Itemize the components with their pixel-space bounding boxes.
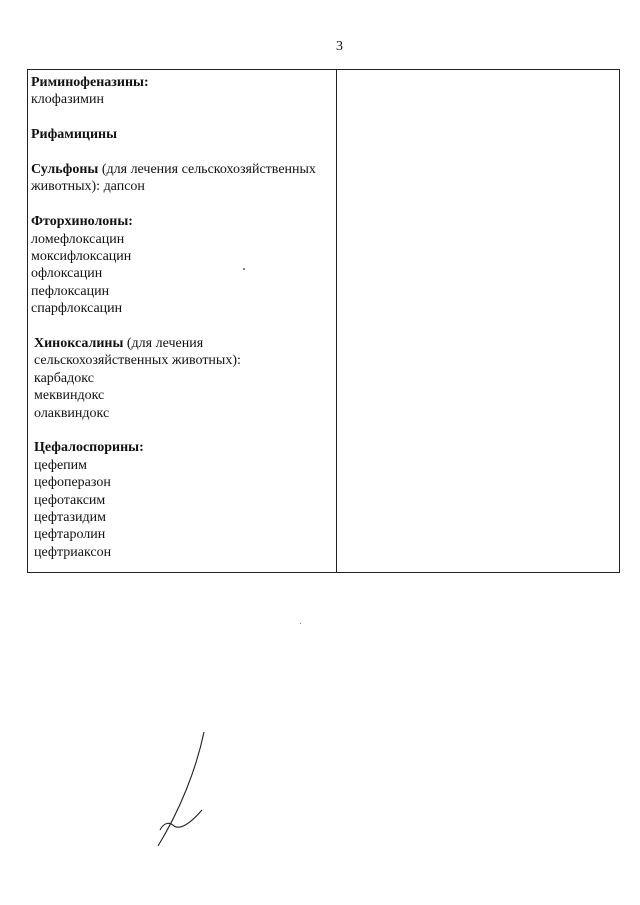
group-title: Цефалоспорины:	[34, 440, 144, 456]
list-item: цефтриаксон	[34, 544, 112, 560]
group-quinoxalines	[31, 335, 336, 422]
group-title: Хиноксалины	[34, 336, 124, 352]
scan-speck	[300, 623, 301, 624]
group-title: Фторхинолоны:	[31, 214, 133, 230]
list-item: офлоксацин	[31, 266, 103, 282]
empty-column	[337, 70, 619, 572]
group-fluoroquinolones	[31, 213, 336, 317]
list-item: цефепим	[34, 457, 88, 473]
list-item: карбадокс	[34, 370, 94, 386]
list-item: спарфлоксацин	[31, 301, 123, 317]
group-rifamycins	[31, 126, 336, 143]
substances-table	[27, 69, 620, 573]
list-item: цефтаролин	[34, 527, 106, 543]
group-title: Риминофеназины:	[31, 75, 149, 90]
group-note: (для лечения сельскохозяйственных животных): дапсон	[31, 162, 316, 195]
list-item: цефоперазон	[34, 475, 111, 491]
group-cephalosporins	[31, 439, 336, 561]
group-riminophenazines	[31, 74, 336, 109]
list-item: клофазимин	[31, 92, 104, 108]
page-number: 3	[336, 39, 343, 54]
list-item: цефтазидим	[34, 510, 106, 526]
list-item: меквиндокс	[34, 388, 105, 404]
list-item: ломефлоксацин	[31, 231, 125, 247]
list-item: олаквиндокс	[34, 405, 110, 421]
scan-speck	[243, 268, 245, 270]
signature-icon	[150, 730, 220, 850]
group-sulfones	[31, 161, 336, 196]
list-item: пефлоксацин	[31, 283, 110, 299]
group-title: Рифамицины	[31, 127, 118, 143]
substances-column	[28, 70, 337, 572]
list-item: цефотаксим	[34, 492, 106, 508]
group-note: (для лечения сельскохозяйственных животных):	[34, 336, 241, 369]
list-item: моксифлоксацин	[31, 249, 132, 265]
group-title: Сульфоны	[31, 162, 99, 177]
